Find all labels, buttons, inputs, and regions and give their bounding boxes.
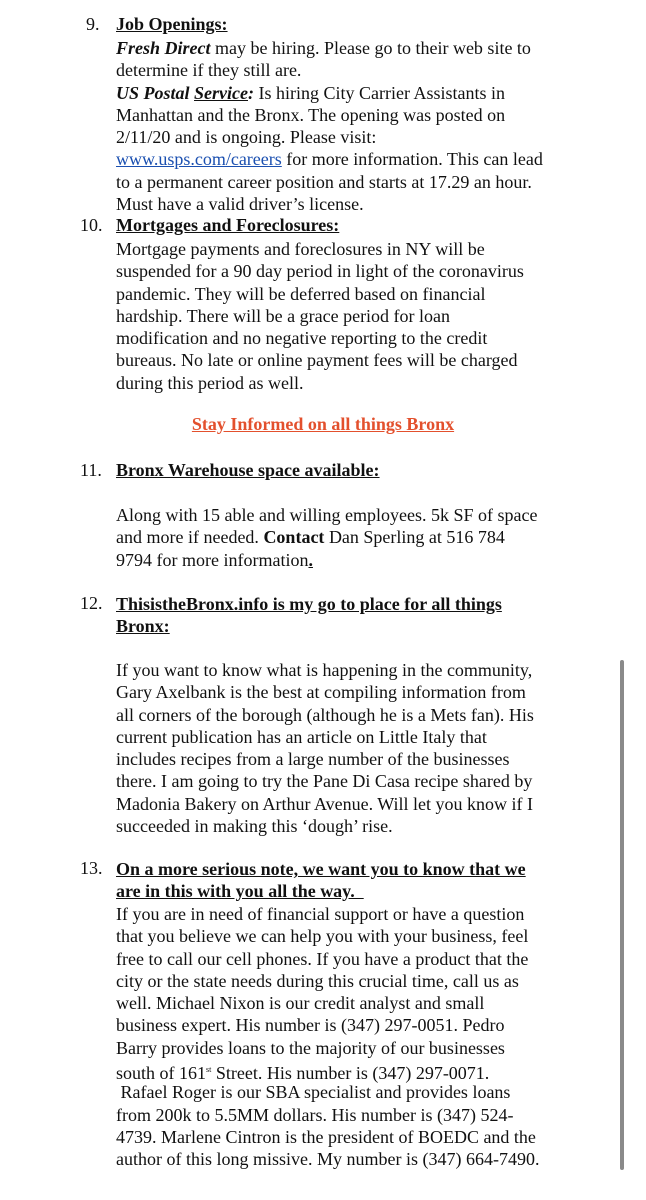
item-heading: Mortgages and Foreclosures: <box>116 215 340 235</box>
body-line: well. Michael Nixon is our credit analyst and small <box>116 993 485 1014</box>
body-line: If you want to know what is happening in the community, <box>116 660 533 680</box>
usps-name-part: US Postal <box>116 82 195 103</box>
body-line: Manhattan and the Bronx. The opening was posted on <box>116 104 506 125</box>
body-text: . <box>308 549 313 570</box>
body-text: and more if needed. <box>116 527 264 548</box>
body-text: south of 161 <box>116 1063 206 1084</box>
usps-name-part: Service <box>194 82 248 103</box>
body-line: suspended for a 90 day period in light of the coronavirus <box>116 261 524 282</box>
usps-name <box>116 83 254 103</box>
fresh-direct-name: Fresh Direct <box>116 38 211 58</box>
item-heading <box>116 858 526 903</box>
body-line: hardship. There will be a grace period for loan <box>116 305 451 326</box>
item-number: 13. <box>80 858 103 878</box>
body-line: all corners of the borough (although he is a Mets fan). His <box>116 704 534 725</box>
body-line: that you believe we can help you with your business, feel <box>116 926 529 947</box>
item-heading <box>116 593 502 638</box>
item-body <box>116 903 576 1171</box>
body-line: Must have a valid driver’s license. <box>116 194 364 215</box>
body-line: pandemic. They will be deferred based on financial <box>116 283 486 304</box>
body-line: business expert. His number is (347) 297-0051. Pedro <box>116 1015 505 1036</box>
heading-line: are in this with you all the way. <box>116 881 364 902</box>
item-number: 10. <box>80 215 103 235</box>
contact-label: Contact <box>263 527 325 548</box>
body-line: current publication has an article on Little Italy that <box>116 726 487 747</box>
stay-informed-banner: Stay Informed on all things Bronx <box>191 414 455 434</box>
body-line: Madonia Bakery on Arthur Avenue. Will let you know if I <box>116 793 534 814</box>
item-body <box>116 504 576 571</box>
body-line: If you are in need of financial support or have a question <box>116 904 525 924</box>
item-body <box>116 238 576 394</box>
body-line: Barry provides loans to the majority of our businesses <box>116 1037 505 1058</box>
body-line: Gary Axelbank is the best at compiling information from <box>116 682 526 703</box>
body-line: to a permanent career position and starts at 17.29 an hour. <box>116 171 532 192</box>
item-body <box>116 659 576 837</box>
heading-line: ThisistheBronx.info is my go to place for all things <box>116 594 502 614</box>
superscript: st <box>206 1065 212 1075</box>
body-line: Along with 15 able and willing employees. 5k SF of space <box>116 505 538 525</box>
item-number: 12. <box>80 593 103 613</box>
body-line: 4739. Marlene Cintron is the president of BOEDC and the <box>116 1126 536 1147</box>
body-line: 2/11/20 and is ongoing. Please visit: <box>116 127 377 148</box>
body-line: modification and no negative reporting to the credit <box>116 328 488 349</box>
item-body <box>116 37 576 215</box>
body-line: Rafael Roger is our SBA specialist and provides loans <box>116 1082 511 1103</box>
usps-name-part: : <box>248 82 254 103</box>
scrollbar-thumb[interactable] <box>620 660 624 1170</box>
item-heading: Job Openings: <box>116 14 228 34</box>
body-line: succeeded in making this ‘dough’ rise. <box>116 816 393 837</box>
item-number: 11. <box>80 460 102 480</box>
body-line: there. I am going to try the Pane Di Casa recipe shared by <box>116 771 533 792</box>
body-line: free to call our cell phones. If you have a product that the <box>116 948 529 969</box>
body-line: Mortgage payments and foreclosures in NY will be <box>116 239 485 259</box>
body-text: Street. His number is (347) 297-0071. <box>211 1063 490 1084</box>
body-line: city or the state needs during this crucial time, call us as <box>116 970 519 991</box>
body-text: for more information. This can lead <box>281 149 543 170</box>
body-text: 9794 for more information <box>116 549 309 570</box>
item-heading: Bronx Warehouse space available: <box>116 460 380 480</box>
usps-careers-link[interactable]: www.usps.com/careers <box>116 149 282 170</box>
body-line: author of this long missive. My number is (347) 664-7490. <box>116 1149 540 1170</box>
body-text: Dan Sperling at 516 784 <box>324 527 505 548</box>
heading-line: Bronx: <box>116 616 170 637</box>
item-number: 9. <box>86 14 100 34</box>
body-line: includes recipes from a large number of the businesses <box>116 749 510 770</box>
body-line: from 200k to 5.5MM dollars. His number is (347) 524- <box>116 1104 514 1125</box>
body-text: may be hiring. Please go to their web site to <box>210 38 531 58</box>
body-text: Is hiring City Carrier Assistants in <box>254 82 505 103</box>
body-line: bureaus. No late or online payment fees will be charged <box>116 350 518 371</box>
heading-line: On a more serious note, we want you to know that we <box>116 859 526 879</box>
body-line: during this period as well. <box>116 372 304 393</box>
body-line: determine if they still are. <box>116 60 302 81</box>
